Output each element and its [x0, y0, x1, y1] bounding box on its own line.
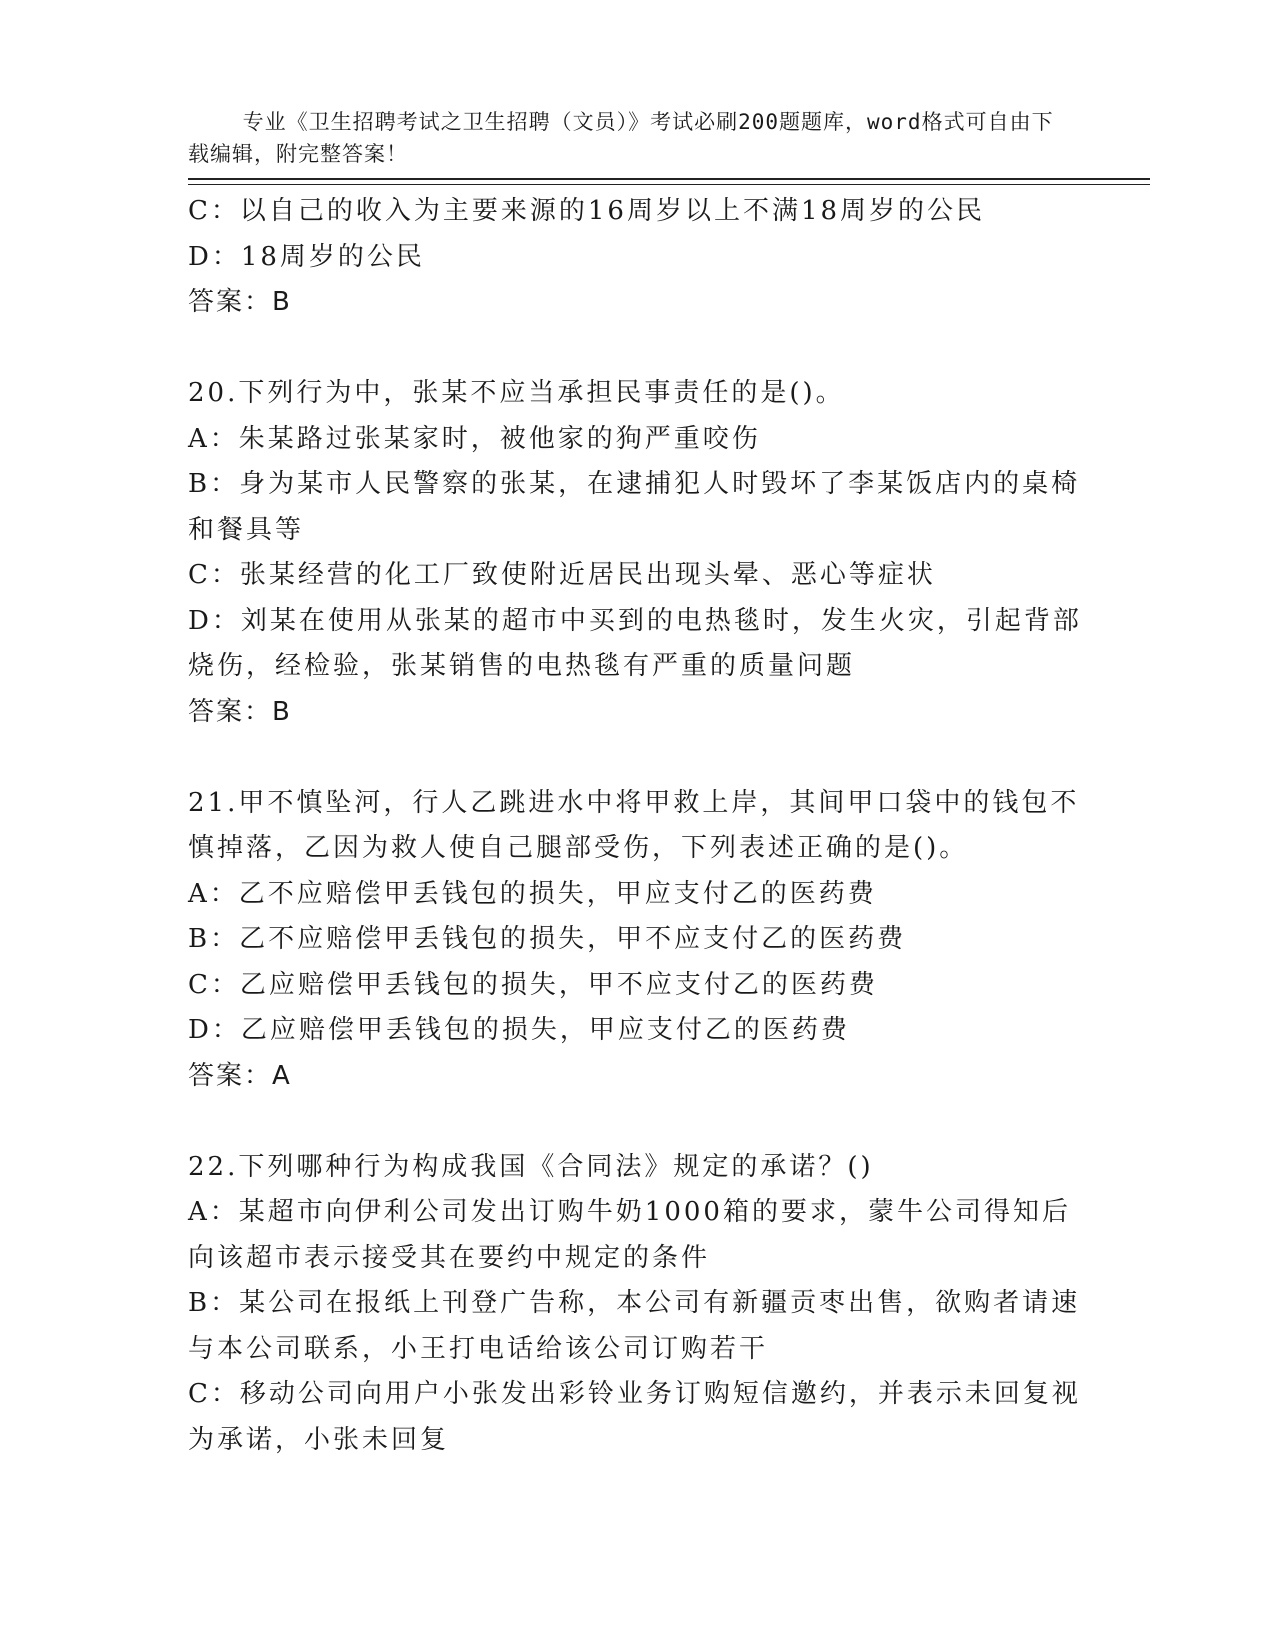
- q21-stem-line2: 慎掉落，乙因为救人使自己腿部受伤，下列表述正确的是()。: [188, 833, 969, 863]
- q20-option-b-line2: 和餐具等: [188, 514, 305, 545]
- q22-option-a-line1: A：某超市向伊利公司发出订购牛奶1000箱的要求，蒙牛公司得知后: [188, 1197, 1071, 1227]
- q21-option-a: A：乙不应赔偿甲丢钱包的损失，甲应支付乙的医药费: [188, 878, 877, 909]
- q21-option-c: C：乙应赔偿甲丢钱包的损失，甲不应支付乙的医药费: [188, 969, 878, 1000]
- spacer: [188, 735, 1088, 781]
- spacer: [188, 326, 1088, 372]
- q20-stem: 20.下列行为中，张某不应当承担民事责任的是()。: [188, 378, 845, 408]
- q22-stem: 22.下列哪种行为构成我国《合同法》规定的承诺？(): [188, 1151, 874, 1182]
- document-header: [188, 74, 1068, 202]
- q19-option-c: C：以自己的收入为主要来源的16周岁以上不满18周岁的公民: [188, 196, 986, 226]
- q20-option-b-line1: B：身为某市人民警察的张某，在逮捕犯人时毁坏了李某饭店内的桌椅: [188, 469, 1081, 499]
- q20-option-d-line1: D：刘某在使用从张某的超市中买到的电热毯时，发生火灾，引起背部: [188, 605, 1082, 636]
- header-rule-thin: [188, 184, 1150, 185]
- question-content: [188, 189, 1088, 1463]
- q21-option-d: D：乙应赔偿甲丢钱包的损失，甲应支付乙的医药费: [188, 1015, 850, 1045]
- q19-option-d: D：18周岁的公民: [188, 241, 425, 272]
- q20-option-d-line2: 烧伤，经检验，张某销售的电热毯有严重的质量问题: [188, 651, 856, 681]
- q20-option-a: A：朱某路过张某家时，被他家的狗严重咬伤: [188, 423, 761, 454]
- header-rule-thick: [188, 178, 1150, 180]
- q21-option-b: B：乙不应赔偿甲丢钱包的损失，甲不应支付乙的医药费: [188, 924, 907, 954]
- q19-answer: 答案：B: [188, 287, 292, 317]
- q22-option-b-line2: 与本公司联系，小王打电话给该公司订购若干: [188, 1333, 769, 1364]
- q22-option-b-line1: B：某公司在报纸上刊登广告称，本公司有新疆贡枣出售，欲购者请速: [188, 1288, 1081, 1318]
- spacer: [188, 1099, 1088, 1145]
- q22-option-c-line1: C：移动公司向用户小张发出彩铃业务订购短信邀约，并表示未回复视: [188, 1379, 1081, 1409]
- q22-option-c-line2: 为承诺，小张未回复: [188, 1424, 450, 1455]
- q21-stem-line1: 21.甲不慎坠河，行人乙跳进水中将甲救上岸，其间甲口袋中的钱包不: [188, 787, 1080, 818]
- q20-answer: 答案：B: [188, 696, 292, 727]
- header-title: 专业《卫生招聘考试之卫生招聘（文员）》考试必刷200题题库，word格式可自由下载编辑，附完整答案！: [188, 110, 1054, 166]
- q20-option-c: C：张某经营的化工厂致使附近居民出现头晕、恶心等症状: [188, 560, 936, 590]
- q21-answer: 答案：A: [188, 1060, 292, 1091]
- q22-option-a-line2: 向该超市表示接受其在要约中规定的条件: [188, 1242, 711, 1273]
